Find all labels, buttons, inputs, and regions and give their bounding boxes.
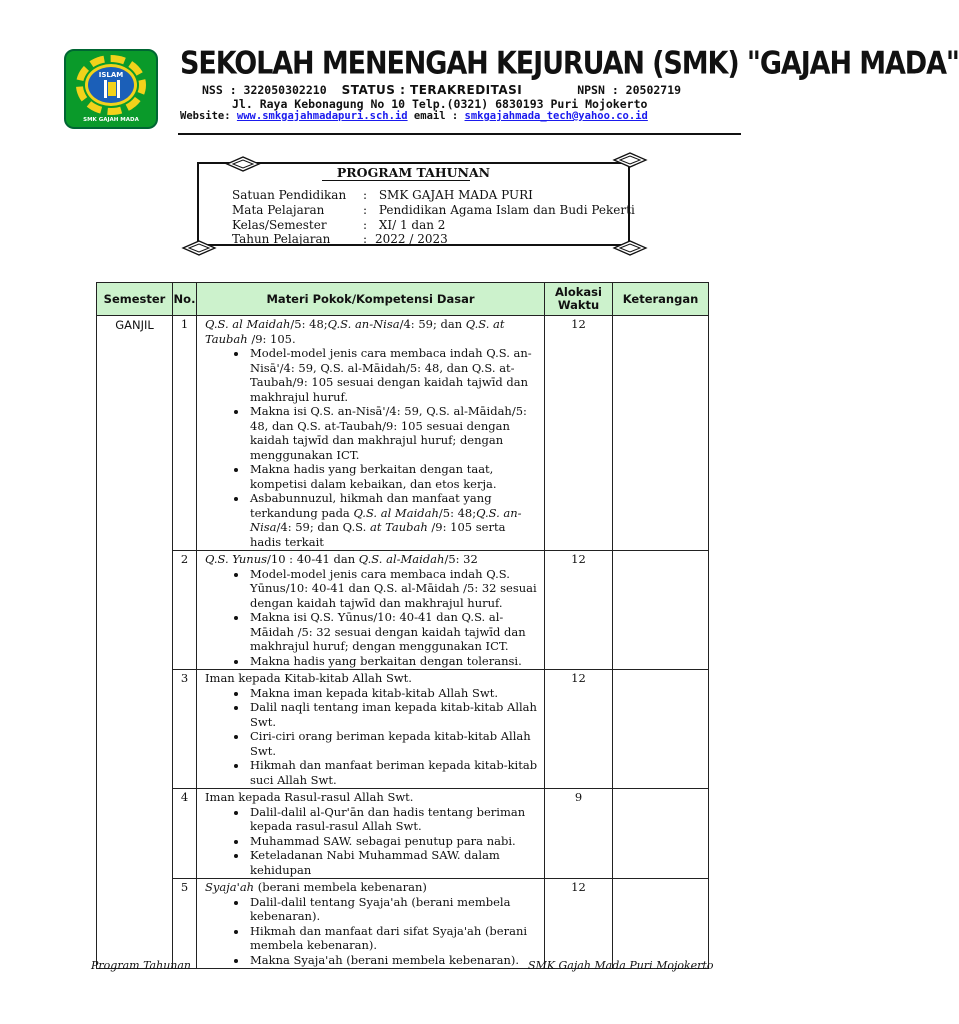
alokasi-cell: 12 bbox=[545, 551, 613, 670]
footer-right: SMK Gajah Mada Puri Mojokerto bbox=[528, 959, 714, 972]
info-row-satuan bbox=[232, 188, 533, 202]
info-value: XI/ 1 dan 2 bbox=[375, 218, 446, 232]
list-item bbox=[248, 610, 540, 654]
info-key: Kelas/Semester bbox=[232, 218, 327, 232]
text-run: Makna isi Q.S. Yūnus/10: 40-41 dan Q.S. al-Māidah /5: 32 sesuai dengan kaidah tajwīd dan makhrajul huruf; dengan menggunakan ICT. bbox=[250, 610, 526, 653]
list-item bbox=[248, 491, 540, 549]
materi-list bbox=[205, 567, 540, 669]
materi-cell bbox=[197, 551, 545, 670]
text-run: Dalil-dalil al-Qur'ān dan hadis tentang beriman kepada rasul-rasul Allah Swt. bbox=[250, 804, 526, 833]
logo-text-top: ISLAM bbox=[98, 71, 124, 79]
list-item bbox=[248, 700, 540, 729]
table-row bbox=[97, 789, 709, 879]
text-run: /5: 32 bbox=[444, 552, 478, 566]
text-run: Makna hadis yang berkaitan dengan taat, kompetisi dalam kebaikan, dan etos kerja. bbox=[250, 462, 497, 491]
npsn: NPSN : 20502719 bbox=[577, 83, 682, 97]
materi-cell bbox=[197, 789, 545, 879]
info-key: Mata Pelajaran bbox=[232, 203, 325, 217]
row-number: 1 bbox=[173, 316, 197, 551]
info-sep: : bbox=[363, 218, 368, 232]
table-body bbox=[97, 316, 709, 969]
col-header-keterangan: Keterangan bbox=[613, 283, 709, 316]
materi-list bbox=[205, 346, 540, 549]
list-item bbox=[248, 567, 540, 611]
materi-heading bbox=[205, 790, 540, 805]
list-item bbox=[248, 654, 540, 669]
materi-heading bbox=[205, 552, 540, 567]
text-run: (berani membela kebenaran) bbox=[254, 880, 427, 894]
text-run: Makna Syaja'ah (berani membela kebenaran). bbox=[250, 952, 520, 967]
list-item bbox=[248, 686, 540, 701]
table-row bbox=[97, 879, 709, 969]
text-run: Makna hadis yang berkaitan dengan toleransi. bbox=[250, 653, 522, 668]
corner-ornament-icon bbox=[613, 152, 647, 168]
text-run: /5: 48; bbox=[438, 505, 477, 520]
program-info-box bbox=[197, 162, 635, 246]
info-row-kelas bbox=[232, 218, 445, 232]
accreditation-status: STATUS : TERAKREDITASI bbox=[341, 83, 523, 97]
semester-cell: GANJIL bbox=[97, 316, 173, 969]
corner-ornament-icon bbox=[613, 240, 647, 256]
keterangan-cell bbox=[613, 670, 709, 789]
info-key: Satuan Pendidikan bbox=[232, 188, 347, 202]
row-number: 5 bbox=[173, 879, 197, 969]
table-header-row bbox=[97, 283, 709, 316]
text-run: Model-model jenis cara membaca indah Q.S. an-Nisā'/4: 59, Q.S. al-Māidah/5: 48, dan Q.S. at-Taubah/9: 105 sesuai dengan kaidah tajwīd dan makhrajul huruf. bbox=[250, 346, 532, 404]
emblem-bar-icon bbox=[108, 82, 116, 96]
text-run: Makna isi Q.S. an-Nisā'/4: 59, Q.S. al-Māidah/5: 48, dan Q.S. at-Taubah/9: 105 sesuai dengan kaidah tajwīd dan makhrajul huruf; dengan menggunakan ICT. bbox=[250, 404, 527, 462]
list-item bbox=[248, 924, 540, 953]
table-row bbox=[97, 670, 709, 789]
alokasi-cell: 12 bbox=[545, 879, 613, 969]
email-label: email : bbox=[413, 110, 459, 122]
logo-text-bottom: SMK GAJAH MADA bbox=[83, 117, 139, 123]
text-run: Q.S. al Maidah bbox=[353, 505, 439, 520]
col-header-alokasi: Alokasi Waktu bbox=[545, 283, 613, 316]
text-run: Model-model jenis cara membaca indah Q.S. Yūnus/10: 40-41 dan Q.S. al-Māidah /5: 32 sesuai dengan kaidah tajwīd dan makhrajul huruf. bbox=[250, 566, 537, 610]
program-title: PROGRAM TAHUNAN bbox=[336, 165, 491, 180]
text-run: Iman kepada Kitab-kitab Allah Swt. bbox=[205, 671, 412, 685]
text-run: Dalil naqli tentang iman kepada kitab-kitab Allah Swt. bbox=[250, 700, 537, 729]
text-run: Hikmah dan manfaat beriman kepada kitab-kitab suci Allah Swt. bbox=[250, 758, 538, 787]
text-run: Asbabunnuzul, hikmah dan manfaat yang terkandung pada bbox=[250, 491, 492, 520]
keterangan-cell bbox=[613, 316, 709, 551]
materi-list bbox=[205, 895, 540, 968]
keterangan-cell bbox=[613, 551, 709, 670]
keterangan-cell bbox=[613, 879, 709, 969]
text-run: Makna iman kepada kitab-kitab Allah Swt. bbox=[250, 685, 498, 700]
text-run: Q.S. at Taubah bbox=[205, 317, 505, 346]
info-sep: : bbox=[363, 232, 368, 246]
text-run: Muhammad SAW. sebagai penutup para nabi. bbox=[250, 833, 516, 848]
text-run: /5: 48; bbox=[290, 317, 328, 331]
list-item bbox=[248, 805, 540, 834]
alokasi-cell: 9 bbox=[545, 789, 613, 879]
materi-heading bbox=[205, 671, 540, 686]
school-address: Jl. Raya Kebonagung No 10 Telp.(0321) 6830193 Puri Mojokerto bbox=[232, 97, 648, 111]
school-identity-line bbox=[202, 83, 681, 97]
text-run: Q.S. an-Nisa bbox=[327, 317, 400, 331]
info-row-mapel bbox=[232, 203, 635, 217]
info-key: Tahun Pelajaran bbox=[232, 232, 331, 246]
alokasi-cell: 12 bbox=[545, 670, 613, 789]
materi-cell bbox=[197, 316, 545, 551]
list-item bbox=[248, 404, 540, 462]
info-row-tahun bbox=[232, 232, 448, 246]
email-link[interactable]: smkgajahmada_tech@yahoo.co.id bbox=[464, 110, 648, 122]
text-run: Keteladanan Nabi Muhammad SAW. dalam kehidupan bbox=[250, 848, 500, 877]
nss: NSS : 322050302210 bbox=[202, 83, 327, 97]
list-item bbox=[248, 848, 540, 877]
list-item bbox=[248, 834, 540, 849]
text-run: /4: 59; dan Q.S. bbox=[276, 520, 370, 534]
list-item bbox=[248, 758, 540, 787]
website-label: Website: bbox=[180, 110, 231, 122]
corner-ornament-icon bbox=[226, 156, 260, 172]
corner-ornament-icon bbox=[182, 240, 216, 256]
row-number: 2 bbox=[173, 551, 197, 670]
text-run: at Taubah bbox=[369, 520, 428, 534]
info-value: Pendidikan Agama Islam dan Budi Pekerti bbox=[375, 203, 635, 217]
col-header-materi: Materi Pokok/Kompetensi Dasar bbox=[197, 283, 545, 316]
table-row bbox=[97, 551, 709, 670]
materi-list bbox=[205, 686, 540, 788]
materi-heading bbox=[205, 317, 540, 346]
text-run: Q.S. an-Nisa bbox=[250, 505, 522, 534]
letterhead-divider bbox=[178, 133, 741, 135]
school-logo bbox=[64, 49, 158, 129]
text-run: Q.S. Yunus bbox=[205, 552, 268, 566]
materi-heading bbox=[205, 880, 540, 895]
table-row bbox=[97, 316, 709, 551]
info-value: 2022 / 2023 bbox=[375, 232, 448, 246]
program-table bbox=[96, 282, 709, 969]
list-item bbox=[248, 462, 540, 491]
website-link[interactable]: www.smkgajahmadapuri.sch.id bbox=[236, 110, 408, 122]
materi-cell bbox=[197, 879, 545, 969]
col-header-no: No. bbox=[173, 283, 197, 316]
text-run: /10 : 40-41 dan bbox=[267, 552, 359, 566]
info-value: SMK GAJAH MADA PURI bbox=[375, 188, 533, 202]
footer-left: Program Tahunan bbox=[91, 959, 192, 972]
info-sep: : bbox=[363, 203, 368, 217]
school-name: SEKOLAH MENENGAH KEJURUAN (SMK) "GAJAH MADA" bbox=[180, 46, 959, 82]
alokasi-cell: 12 bbox=[545, 316, 613, 551]
list-item bbox=[248, 953, 540, 968]
keterangan-cell bbox=[613, 789, 709, 879]
text-run: Iman kepada Rasul-rasul Allah Swt. bbox=[205, 790, 414, 804]
info-sep: : bbox=[363, 188, 368, 202]
text-run: Ciri-ciri orang beriman kepada kitab-kitab Allah Swt. bbox=[250, 729, 531, 758]
program-title-underline bbox=[322, 180, 470, 181]
text-run: /9: 105 serta hadis terkait bbox=[250, 520, 506, 549]
list-item bbox=[248, 895, 540, 924]
text-run: /9: 105. bbox=[247, 331, 296, 346]
row-number: 3 bbox=[173, 670, 197, 789]
text-run: Q.S. al Maidah bbox=[205, 317, 291, 331]
materi-list bbox=[205, 805, 540, 878]
row-number: 4 bbox=[173, 789, 197, 879]
col-header-semester: Semester bbox=[97, 283, 173, 316]
contact-line bbox=[180, 110, 648, 122]
text-run: Hikmah dan manfaat dari sifat Syaja'ah (berani membela kebenaran). bbox=[250, 923, 528, 952]
text-run: /4: 59; dan bbox=[399, 317, 466, 331]
text-run: Dalil-dalil tentang Syaja'ah (berani membela kebenaran). bbox=[250, 894, 511, 923]
text-run: Q.S. al-Maidah bbox=[358, 552, 445, 566]
list-item bbox=[248, 729, 540, 758]
text-run: Syaja'ah bbox=[205, 880, 255, 894]
materi-cell bbox=[197, 670, 545, 789]
list-item bbox=[248, 346, 540, 404]
